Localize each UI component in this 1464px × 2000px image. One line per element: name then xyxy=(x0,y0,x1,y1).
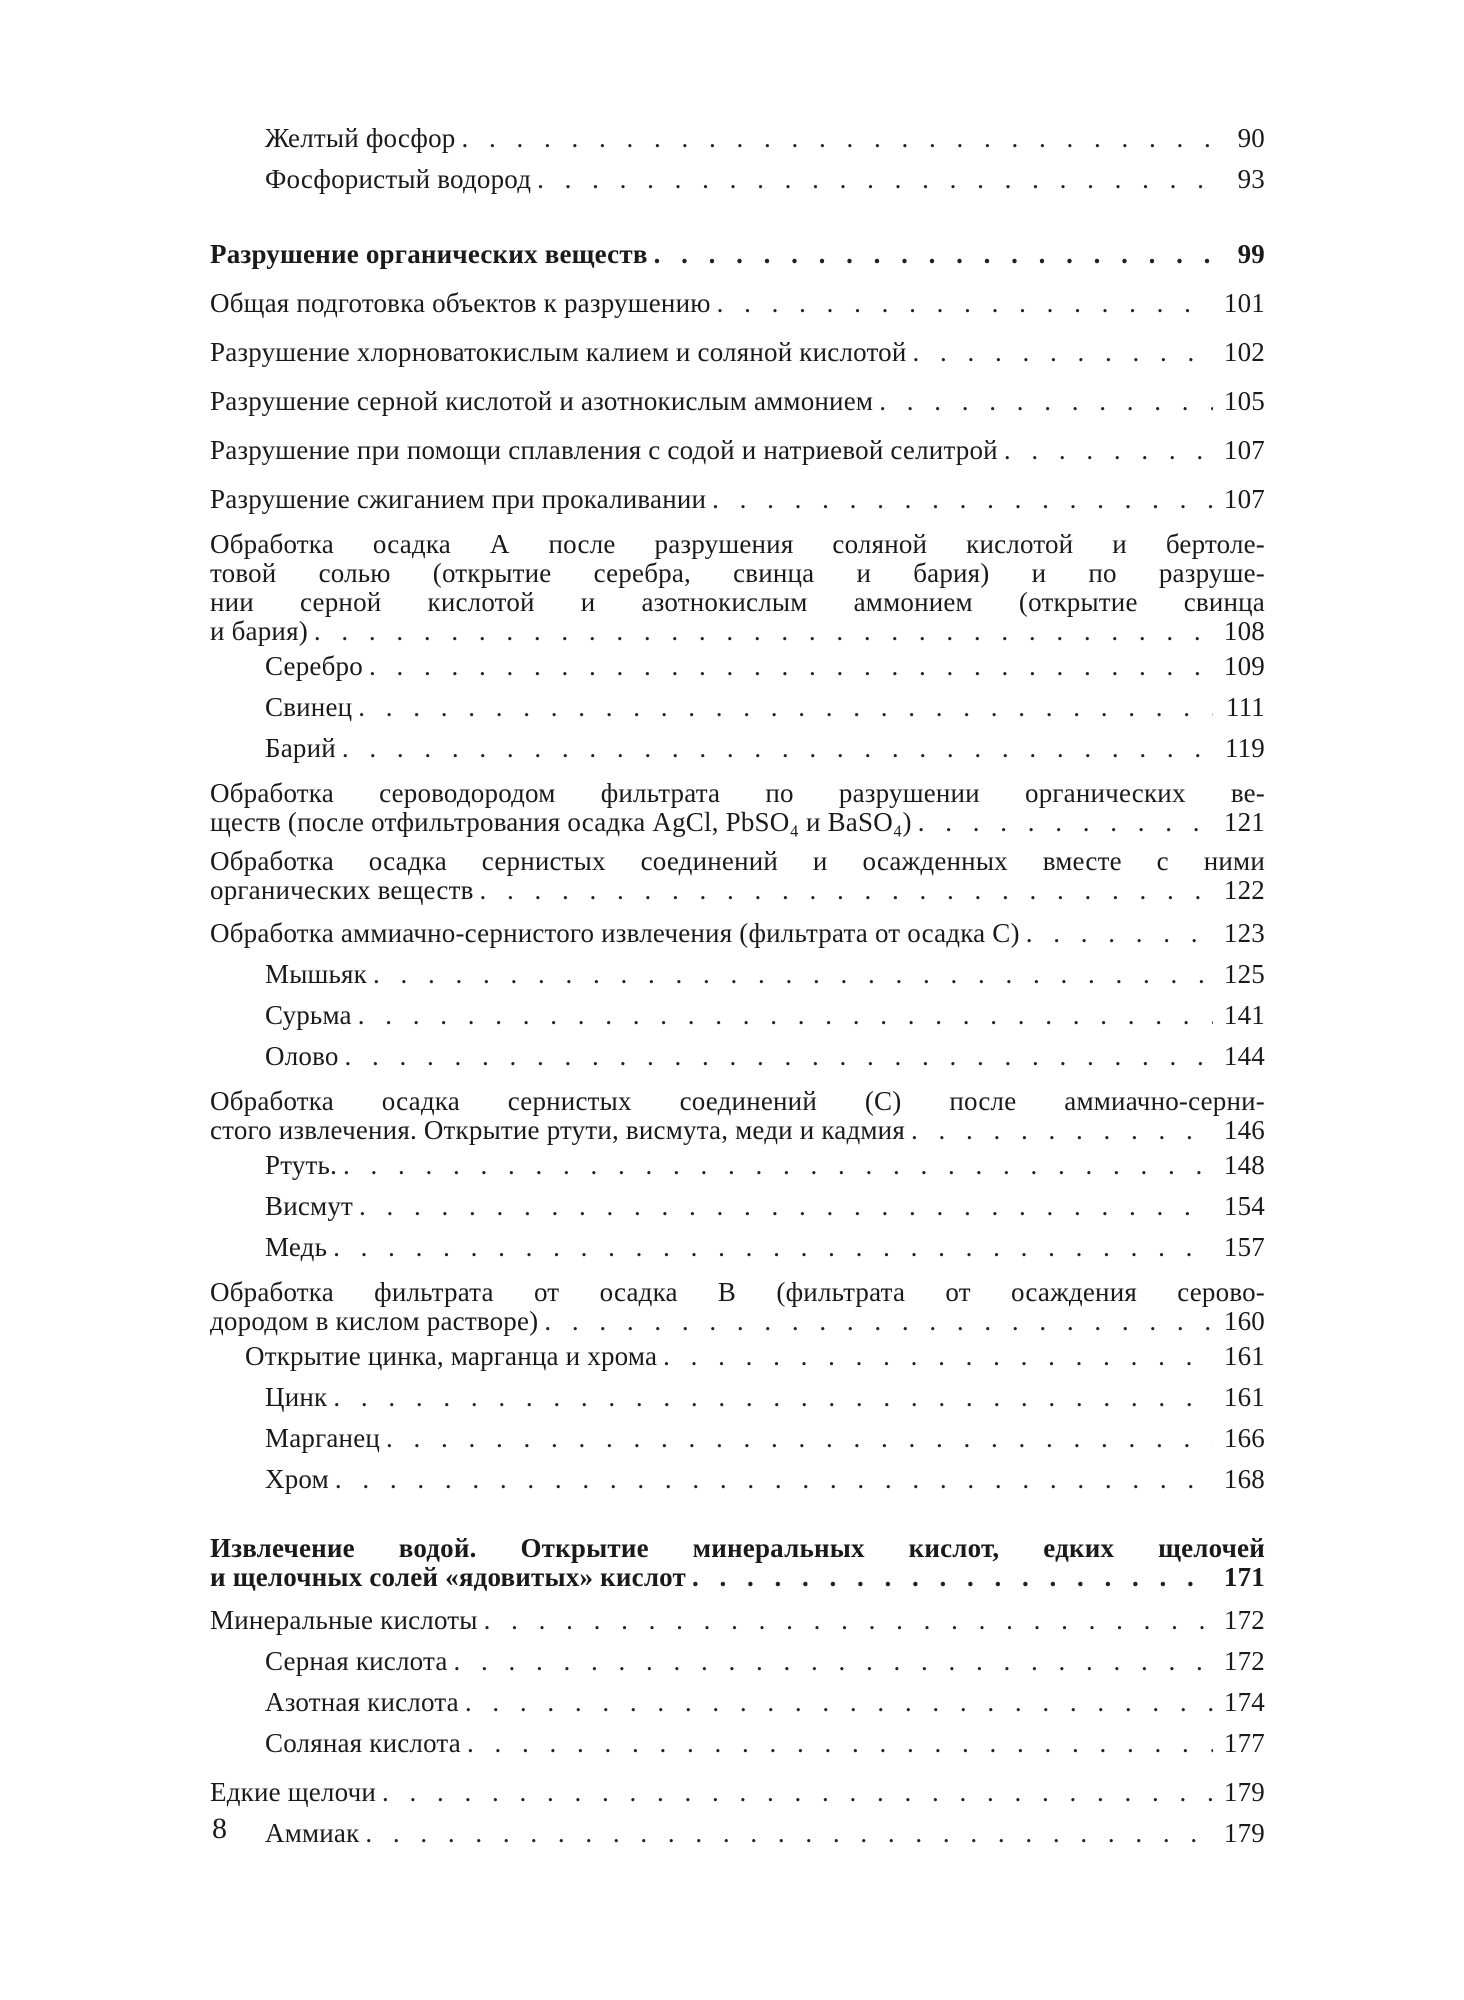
dot-leader xyxy=(454,1641,1213,1682)
toc-entry-page: 90 xyxy=(1237,123,1265,153)
toc-entry xyxy=(210,1336,1265,1377)
toc-entry-title: Висмут xyxy=(265,1191,354,1221)
toc-entry-title: Медь xyxy=(265,1232,328,1262)
dot-leader xyxy=(369,646,1213,687)
toc-entry-title: Едкие щелочи xyxy=(210,1777,377,1807)
toc-entry xyxy=(210,1641,1265,1682)
dot-leader xyxy=(465,1682,1213,1723)
dot-leader xyxy=(373,954,1213,995)
toc-entry xyxy=(210,1377,1265,1418)
toc-entry-page: 161 xyxy=(1223,1341,1265,1371)
toc-entry xyxy=(210,479,1265,520)
toc-entry-page: 102 xyxy=(1223,337,1265,367)
toc-entry-page: 172 xyxy=(1223,1605,1265,1635)
toc-entry-title: Фосфористый водород xyxy=(265,164,532,194)
dot-leader xyxy=(712,479,1213,520)
toc-entry xyxy=(210,381,1265,422)
toc-entry-page: 168 xyxy=(1223,1464,1265,1494)
toc-entry-page: 166 xyxy=(1223,1423,1265,1453)
toc-entry xyxy=(210,430,1265,471)
toc-entry-line: Обработка осадка сернистых соединений (С) после аммиачно-серни- xyxy=(210,1086,1265,1116)
toc-entry-page: 111 xyxy=(1225,692,1265,722)
toc-entry xyxy=(210,118,1265,159)
dot-leader xyxy=(386,1418,1213,1459)
dot-leader xyxy=(333,1377,1213,1418)
toc-entry-title: Марганец xyxy=(265,1423,381,1453)
toc-entry xyxy=(210,1036,1265,1077)
toc-entry-title: Разрушение при помощи сплавления с содой и натриевой селитрой xyxy=(210,435,998,465)
dot-leader xyxy=(537,159,1213,200)
toc-entry xyxy=(210,728,1265,769)
toc-entry-page: 107 xyxy=(1223,435,1265,465)
toc-entry-title: Ртуть. xyxy=(265,1150,338,1180)
toc-entry xyxy=(210,1459,1265,1500)
toc-entry-title: Аммиак xyxy=(265,1818,360,1848)
toc-entry-title: и щелочных солей «ядовитых» кислот xyxy=(210,1562,686,1592)
toc-entry-page: 109 xyxy=(1223,651,1265,681)
toc-entry-title: дородом в кислом растворе) xyxy=(210,1306,539,1336)
toc-entry-page: 108 xyxy=(1223,616,1265,646)
toc-entry-page: 177 xyxy=(1223,1728,1265,1758)
toc-entry-title: Минеральные кислоты xyxy=(210,1605,478,1635)
toc-entry-line: Обработка фильтрата от осадка В (фильтрата от осаждения серово- xyxy=(210,1277,1265,1307)
toc-entry xyxy=(210,995,1265,1036)
toc-entry xyxy=(210,779,1265,837)
toc-entry xyxy=(210,283,1265,324)
dot-leader xyxy=(365,1813,1213,1854)
dot-leader xyxy=(333,1227,1213,1268)
toc-entry-page: 107 xyxy=(1223,484,1265,514)
dot-leader xyxy=(1004,430,1213,471)
toc-entry-title: Желтый фосфор xyxy=(265,123,456,153)
toc-entry xyxy=(210,1772,1265,1813)
toc-entry-line: Извлечение водой. Открытие минеральных кислот, едких щелочей xyxy=(210,1533,1265,1563)
toc-entry xyxy=(210,1723,1265,1764)
toc-entry-page: 179 xyxy=(1223,1777,1265,1807)
toc-entry xyxy=(210,530,1265,646)
table-of-contents xyxy=(210,118,1265,1854)
toc-entry-title: Открытие цинка, марганца и хрома xyxy=(245,1341,658,1371)
toc-entry-page: 172 xyxy=(1223,1646,1265,1676)
dot-leader xyxy=(358,687,1213,728)
dot-leader xyxy=(544,1307,1213,1336)
toc-entry-title: Сурьма xyxy=(265,1000,352,1030)
dot-leader xyxy=(467,1723,1213,1764)
toc-entry-page: 93 xyxy=(1237,164,1265,194)
toc-entry xyxy=(210,687,1265,728)
toc-entry-title: Мышьяк xyxy=(265,959,367,989)
toc-entry xyxy=(210,1227,1265,1268)
dot-leader xyxy=(359,1186,1213,1227)
toc-entry-page: 146 xyxy=(1223,1115,1265,1145)
toc-entry-title: органических веществ xyxy=(210,875,474,905)
toc-entry-title: Разрушение органических веществ xyxy=(210,239,648,269)
dot-leader xyxy=(342,728,1213,769)
toc-entry-page: 157 xyxy=(1223,1232,1265,1262)
toc-entry-title: Цинк xyxy=(265,1382,328,1412)
toc-entry-title: Хром xyxy=(265,1464,329,1494)
dot-leader xyxy=(911,1116,1213,1145)
toc-entry-line: Обработка сероводородом фильтрата по разрушении органических ве- xyxy=(210,778,1265,808)
dot-leader xyxy=(912,332,1213,373)
toc-entry-page: 148 xyxy=(1223,1150,1265,1180)
toc-entry xyxy=(210,332,1265,373)
toc-entry-title: Свинец xyxy=(265,692,353,722)
toc-entry-page: 174 xyxy=(1223,1687,1265,1717)
toc-entry-line: Обработка осадка А после разрушения соляной кислотой и бертоле- xyxy=(210,529,1265,559)
toc-entry-page: 161 xyxy=(1223,1382,1265,1412)
toc-entry xyxy=(210,1186,1265,1227)
toc-entry-page: 99 xyxy=(1237,239,1265,269)
toc-entry-page: 125 xyxy=(1223,959,1265,989)
toc-entry-page: 105 xyxy=(1223,386,1265,416)
toc-entry-title: стого извлечения. Открытие ртути, висмута, меди и кадмия xyxy=(210,1115,905,1145)
dot-leader xyxy=(484,1600,1213,1641)
toc-entry xyxy=(210,913,1265,954)
dot-leader xyxy=(663,1336,1213,1377)
toc-entry xyxy=(210,847,1265,905)
toc-entry-page: 160 xyxy=(1223,1306,1265,1336)
toc-entry xyxy=(210,1145,1265,1186)
toc-entry-page: 179 xyxy=(1223,1818,1265,1848)
dot-leader xyxy=(654,234,1213,275)
toc-entry-page: 122 xyxy=(1223,875,1265,905)
toc-entry-title: Серная кислота xyxy=(265,1646,448,1676)
dot-leader xyxy=(918,808,1213,837)
dot-leader xyxy=(343,1145,1213,1186)
toc-entry-page: 121 xyxy=(1223,807,1265,837)
toc-entry xyxy=(210,1087,1265,1145)
toc-entry xyxy=(210,646,1265,687)
toc-entry xyxy=(210,1682,1265,1723)
toc-entry-title: Соляная кислота xyxy=(265,1728,461,1758)
dot-leader xyxy=(480,876,1213,905)
toc-entry xyxy=(210,159,1265,200)
dot-leader xyxy=(345,1036,1213,1077)
toc-entry-title: Обработка аммиачно-сернистого извлечения (фильтрата от осадка С) xyxy=(210,918,1020,948)
toc-entry-page: 101 xyxy=(1223,288,1265,318)
toc-entry xyxy=(210,1813,1265,1854)
toc-entry-page: 119 xyxy=(1224,733,1265,763)
toc-entry xyxy=(210,234,1265,275)
dot-leader xyxy=(879,381,1213,422)
toc-entry-title: Разрушение хлорноватокислым калием и соляной кислотой xyxy=(210,337,907,367)
toc-entry-page: 141 xyxy=(1223,1000,1265,1030)
dot-leader xyxy=(335,1459,1213,1500)
dot-leader xyxy=(314,617,1213,646)
dot-leader xyxy=(692,1563,1213,1592)
dot-leader xyxy=(717,283,1213,324)
toc-entry-title: Азотная кислота xyxy=(265,1687,459,1717)
toc-entry-title: Общая подготовка объектов к разрушению xyxy=(210,288,711,318)
toc-entry-title: Барий xyxy=(265,733,336,763)
page-number: 8 xyxy=(212,1812,227,1845)
toc-entry-title: Разрушение серной кислотой и азотнокислым аммонием xyxy=(210,386,874,416)
toc-entry-page: 171 xyxy=(1223,1562,1265,1592)
toc-entry-title: Разрушение сжиганием при прокаливании xyxy=(210,484,707,514)
toc-entry-page: 154 xyxy=(1223,1191,1265,1221)
toc-entry xyxy=(210,1418,1265,1459)
toc-entry-page: 123 xyxy=(1223,918,1265,948)
toc-entry-line: товой солью (открытие серебра, свинца и бария) и по разруше- xyxy=(210,558,1265,588)
dot-leader xyxy=(358,995,1213,1036)
dot-leader xyxy=(1026,913,1213,954)
toc-entry xyxy=(210,1278,1265,1336)
toc-entry-line: Обработка осадка сернистых соединений и осажденных вместе с ними xyxy=(210,846,1265,876)
dot-leader xyxy=(382,1772,1213,1813)
dot-leader xyxy=(462,118,1214,159)
toc-entry xyxy=(210,1534,1265,1592)
toc-entry xyxy=(210,954,1265,995)
toc-entry-title: Олово xyxy=(265,1041,339,1071)
toc-entry-page: 144 xyxy=(1223,1041,1265,1071)
toc-entry-title: Серебро xyxy=(265,651,363,681)
toc-entry-line: нии серной кислотой и азотнокислым аммонием (открытие свинца xyxy=(210,587,1265,617)
toc-entry-title: ществ (после отфильтрования осадка AgCl, PbSO₄ и BaSO₄) xyxy=(210,807,912,837)
toc-entry xyxy=(210,1600,1265,1641)
toc-entry-title: и бария) xyxy=(210,616,308,646)
